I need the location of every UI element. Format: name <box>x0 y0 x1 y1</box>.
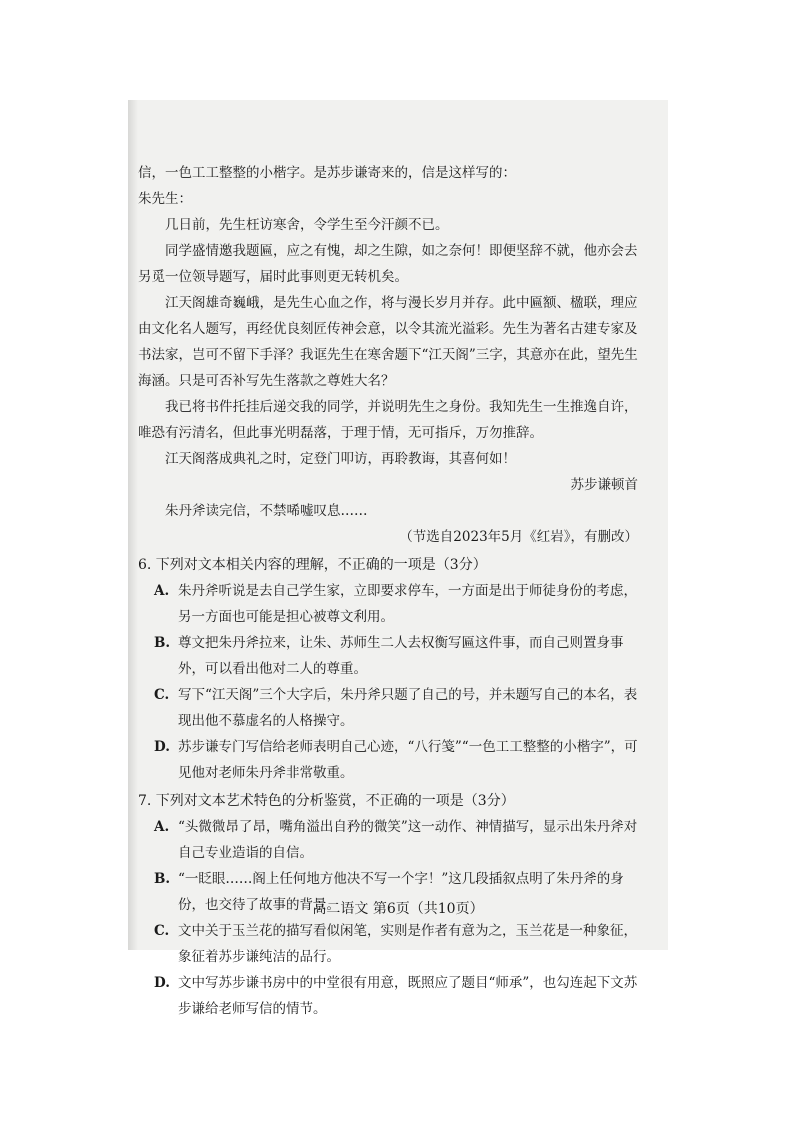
question-stem: 6. 下列对文本相关内容的理解，不正确的一项是（3分） <box>138 557 487 573</box>
option-text: “头微微昂了昂，嘴角溢出自矜的微笑”这一动作、神情描写，显示出朱丹斧对自己专业造诣的自信。 <box>178 819 638 861</box>
letter-signature: 苏步谦顿首 <box>570 477 638 493</box>
option-text: 文中关于玉兰花的描写看似闲笔，实则是作者有意为之，玉兰花是一种象征，象征着苏步谦纯洁的品行。 <box>178 923 637 965</box>
question-option <box>154 918 638 970</box>
question-option <box>154 970 638 1022</box>
source-citation: （节选自2023年5月《红岩》，有删改） <box>399 529 638 545</box>
option-letter: C. <box>154 923 170 939</box>
question-option <box>154 734 638 786</box>
letter-paragraph: 江天阁雄奇巍峨，是先生心血之作，将与漫长岁月并存。此中匾额、楹联，理应由文化名人题写，再经优良刻匠传神会意，以令其流光溢彩。先生为著名古建专家及书法家，岂可不留下手泽？我诓先生在寒舍题下“江天阁”三字，其意亦在此，望先生海涵。只是可否补写先生落款之尊姓大名？ <box>138 295 638 389</box>
question-option <box>154 682 638 734</box>
option-letter: B. <box>154 871 171 887</box>
letter-paragraph: 我已将书件托挂后递交我的同学，并说明先生之身份。我知先生一生推逸自许，唯恐有污清名，但此事光明磊落，于理于情，无可指斥，万勿推辞。 <box>138 399 638 441</box>
option-letter: C. <box>154 687 170 703</box>
option-text: “一眨眼……阁上任何地方他决不写一个字！”这几段插叙点明了朱丹斧的身份，也交待了故事的背景。 <box>178 871 624 913</box>
option-letter: D. <box>154 739 170 755</box>
option-text: 苏步谦专门写信给老师表明自己心迹，“八行笺”“一色工工整整的小楷字”，可见他对老师朱丹斧非常敬重。 <box>178 739 638 781</box>
option-text: 尊文把朱丹斧拉来，让朱、苏师生二人去权衡写匾这件事，而自己则置身事外，可以看出他对二人的尊重。 <box>178 635 624 677</box>
option-text: 写下“江天阁”三个大字后，朱丹斧只题了自己的号，并未题写自己的本名，表现出他不慕虚名的人格操守。 <box>178 687 638 729</box>
letter-salutation: 朱先生： <box>138 191 192 207</box>
letter-paragraph: 几日前，先生枉访寒舍，令学生至今汗颜不已。 <box>165 217 449 233</box>
page-footer: 高二语文 第6页（共10页） <box>312 901 484 917</box>
after-letter-text: 朱丹斧读完信，不禁唏嘘叹息…… <box>165 503 368 519</box>
option-letter: B. <box>154 635 171 651</box>
question-option <box>154 578 638 630</box>
letter-paragraph: 同学盛情邀我题匾，应之有愧，却之生隙，如之奈何！即便坚辞不就，他亦会去另觅一位领导题写，届时此事则更无转机矣。 <box>138 243 638 285</box>
option-letter: A. <box>154 583 170 599</box>
question-option <box>154 814 638 866</box>
question-option <box>154 630 638 682</box>
option-letter: D. <box>154 975 170 991</box>
letter-lead: 信，一色工工整整的小楷字。是苏步谦寄来的，信是这样写的： <box>138 165 516 181</box>
question-stem: 7. 下列对文本艺术特色的分析鉴赏，不正确的一项是（3分） <box>138 793 515 809</box>
letter-paragraph: 江天阁落成典礼之时，定登门叩访，再聆教诲，其喜何如！ <box>165 451 516 467</box>
option-text: 朱丹斧听说是去自己学生家，立即要求停车，一方面是出于师徒身份的考虑，另一方面也可能是担心被尊文利用。 <box>178 583 637 625</box>
option-letter: A. <box>154 819 170 835</box>
option-text: 文中写苏步谦书房中的中堂很有用意，既照应了题目“师承”，也勾连起下文苏步谦给老师写信的情节。 <box>178 975 638 1017</box>
page-content <box>138 160 638 1022</box>
